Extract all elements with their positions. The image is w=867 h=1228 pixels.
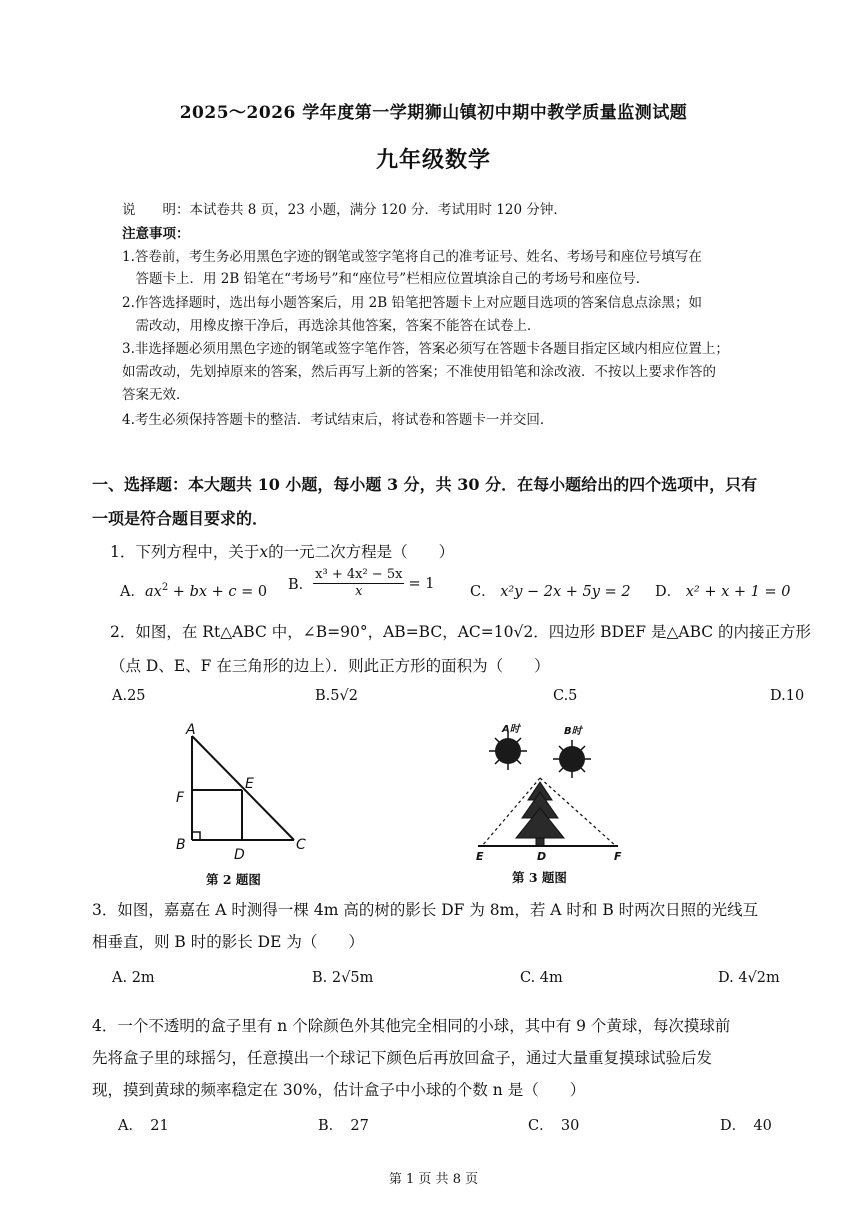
note-line: 如需改动，先划掉原来的答案，然后再写上新的答案；不准使用铅笔和涂改液．不按以上要求作答的	[122, 364, 716, 380]
question-4-stem-cont: 现，摸到黄球的频率稳定在 30%，估计盒子中小球的个数 n 是（ ）	[92, 1081, 586, 1099]
q4-option-b: B． 27	[318, 1118, 369, 1134]
section-heading: 一、选择题：本大题共 10 小题，每小题 3 分，共 30 分．在每小题给出的四个选项中，只有	[92, 475, 758, 494]
figure-2-triangle	[170, 722, 330, 864]
q4-option-d: D． 40	[720, 1118, 772, 1134]
q4-option-a: A． 21	[118, 1118, 169, 1134]
note-line: 4.考生必须保持答题卡的整洁．考试结束后，将试卷和答题卡一并交回．	[122, 412, 554, 428]
section-heading-cont: 一项是符合题目要求的．	[92, 509, 269, 528]
q3-option-c: C. 4m	[520, 970, 563, 986]
question-2-stem-cont: （点 D、E、F 在三角形的边上）．则此正方形的面积为（ ）	[110, 657, 550, 675]
label-b: B	[176, 837, 186, 853]
label-e: E	[476, 850, 484, 863]
note-line: 3.非选择题必须用黑色字迹的钢笔或签字笔作答，答案必须写在答题卡各题目指定区域内相应位置上；	[122, 341, 729, 357]
q3-option-a: A. 2m	[112, 970, 155, 986]
exam-instructions: 说 明：本试卷共 8 页，23 小题，满分 120 分．考试用时 120 分钟．	[122, 202, 567, 218]
exam-subject: 九年级数学	[375, 147, 491, 173]
label-d: D	[537, 850, 547, 863]
notes-heading: 注意事项：	[122, 226, 190, 242]
q1-option-d: D． x² + x + 1 = 0	[655, 584, 791, 600]
q1-option-b: B． $\frac{\text{x³ + 4x² − 5x}}{x}$ = 1	[288, 567, 435, 599]
label-c: C	[296, 837, 306, 853]
question-4-stem-cont: 先将盒子里的球摇匀，任意摸出一个球记下颜色后再放回盒子，通过大量重复摸球试验后发	[92, 1049, 713, 1067]
label-f: F	[176, 790, 185, 806]
q1-option-a: A．$ax^2$ + bx + c = 0	[120, 582, 268, 600]
note-line: 答案无效．	[122, 387, 190, 403]
question-2-stem: 2．如图，在 Rt△ABC 中，∠B=90°，AB=BC，AC=10√2．四边形 BDEF 是△ABC 的内接正方形	[110, 623, 812, 641]
page-number: 第 1 页 共 8 页	[388, 1172, 479, 1187]
exam-title: 2025～2026 学年度第一学期狮山镇初中期中教学质量监测试题	[179, 103, 688, 123]
sun-a-label: A时	[502, 724, 520, 735]
question-3-stem-cont: 相垂直，则 B 时的影长 DE 为（ ）	[92, 933, 364, 951]
sun-b-label: B时	[564, 726, 582, 737]
note-line: 答题卡上．用 2B 铅笔在“考场号”和“座位号”栏相应位置填涂自己的考场号和座位号．	[122, 271, 650, 287]
q2-option-c: C.5	[553, 688, 578, 704]
question-4-stem: 4．一个不透明的盒子里有 n 个除颜色外其他完全相同的小球，其中有 9 个黄球，每次摸球前	[92, 1017, 731, 1035]
note-line: 1.答卷前，考生务必用黑色字迹的钢笔或签字笔将自己的准考证号、姓名、考场号和座位号填写在	[122, 249, 702, 265]
q4-option-c: C． 30	[528, 1118, 580, 1134]
label-d: D	[234, 847, 245, 863]
figure-3-tree-shadow	[468, 716, 628, 866]
question-3-stem: 3．如图，嘉嘉在 A 时测得一棵 4m 高的树的影长 DF 为 8m，若 A 时和 B 时两次日照的光线互	[92, 901, 759, 919]
note-line: 2.作答选择题时，选出每小题答案后，用 2B 铅笔把答题卡上对应题目选项的答案信息点涂黑；如	[122, 295, 702, 311]
label-f: F	[614, 850, 622, 863]
tree-icon	[516, 782, 564, 846]
q1-option-c: C． x²y − 2x + 5y = 2	[470, 584, 631, 600]
figure-3-caption: 第 3 题图	[512, 870, 567, 885]
note-line: 需改动，用橡皮擦干净后，再选涂其他答案，答案不能答在试卷上．	[122, 318, 541, 334]
q2-option-b: B.5√2	[315, 688, 358, 704]
fraction: $\frac{\text{x³ + 4x² − 5x}}{x}$	[315, 567, 403, 599]
label-a: A	[186, 722, 196, 738]
sun-b-icon	[553, 740, 591, 778]
q2-option-d: D.10	[770, 688, 805, 704]
q3-option-d: D. 4√2m	[718, 970, 780, 986]
q2-option-a: A.25	[112, 688, 146, 704]
figure-2-caption: 第 2 题图	[206, 872, 261, 887]
sun-a-icon	[489, 732, 527, 770]
label-e: E	[245, 776, 254, 792]
question-1-stem: 1．下列方程中，关于x的一元二次方程是（ ）	[110, 543, 455, 561]
q3-option-b: B. 2√5m	[312, 970, 374, 986]
right-angle-mark	[192, 832, 200, 840]
